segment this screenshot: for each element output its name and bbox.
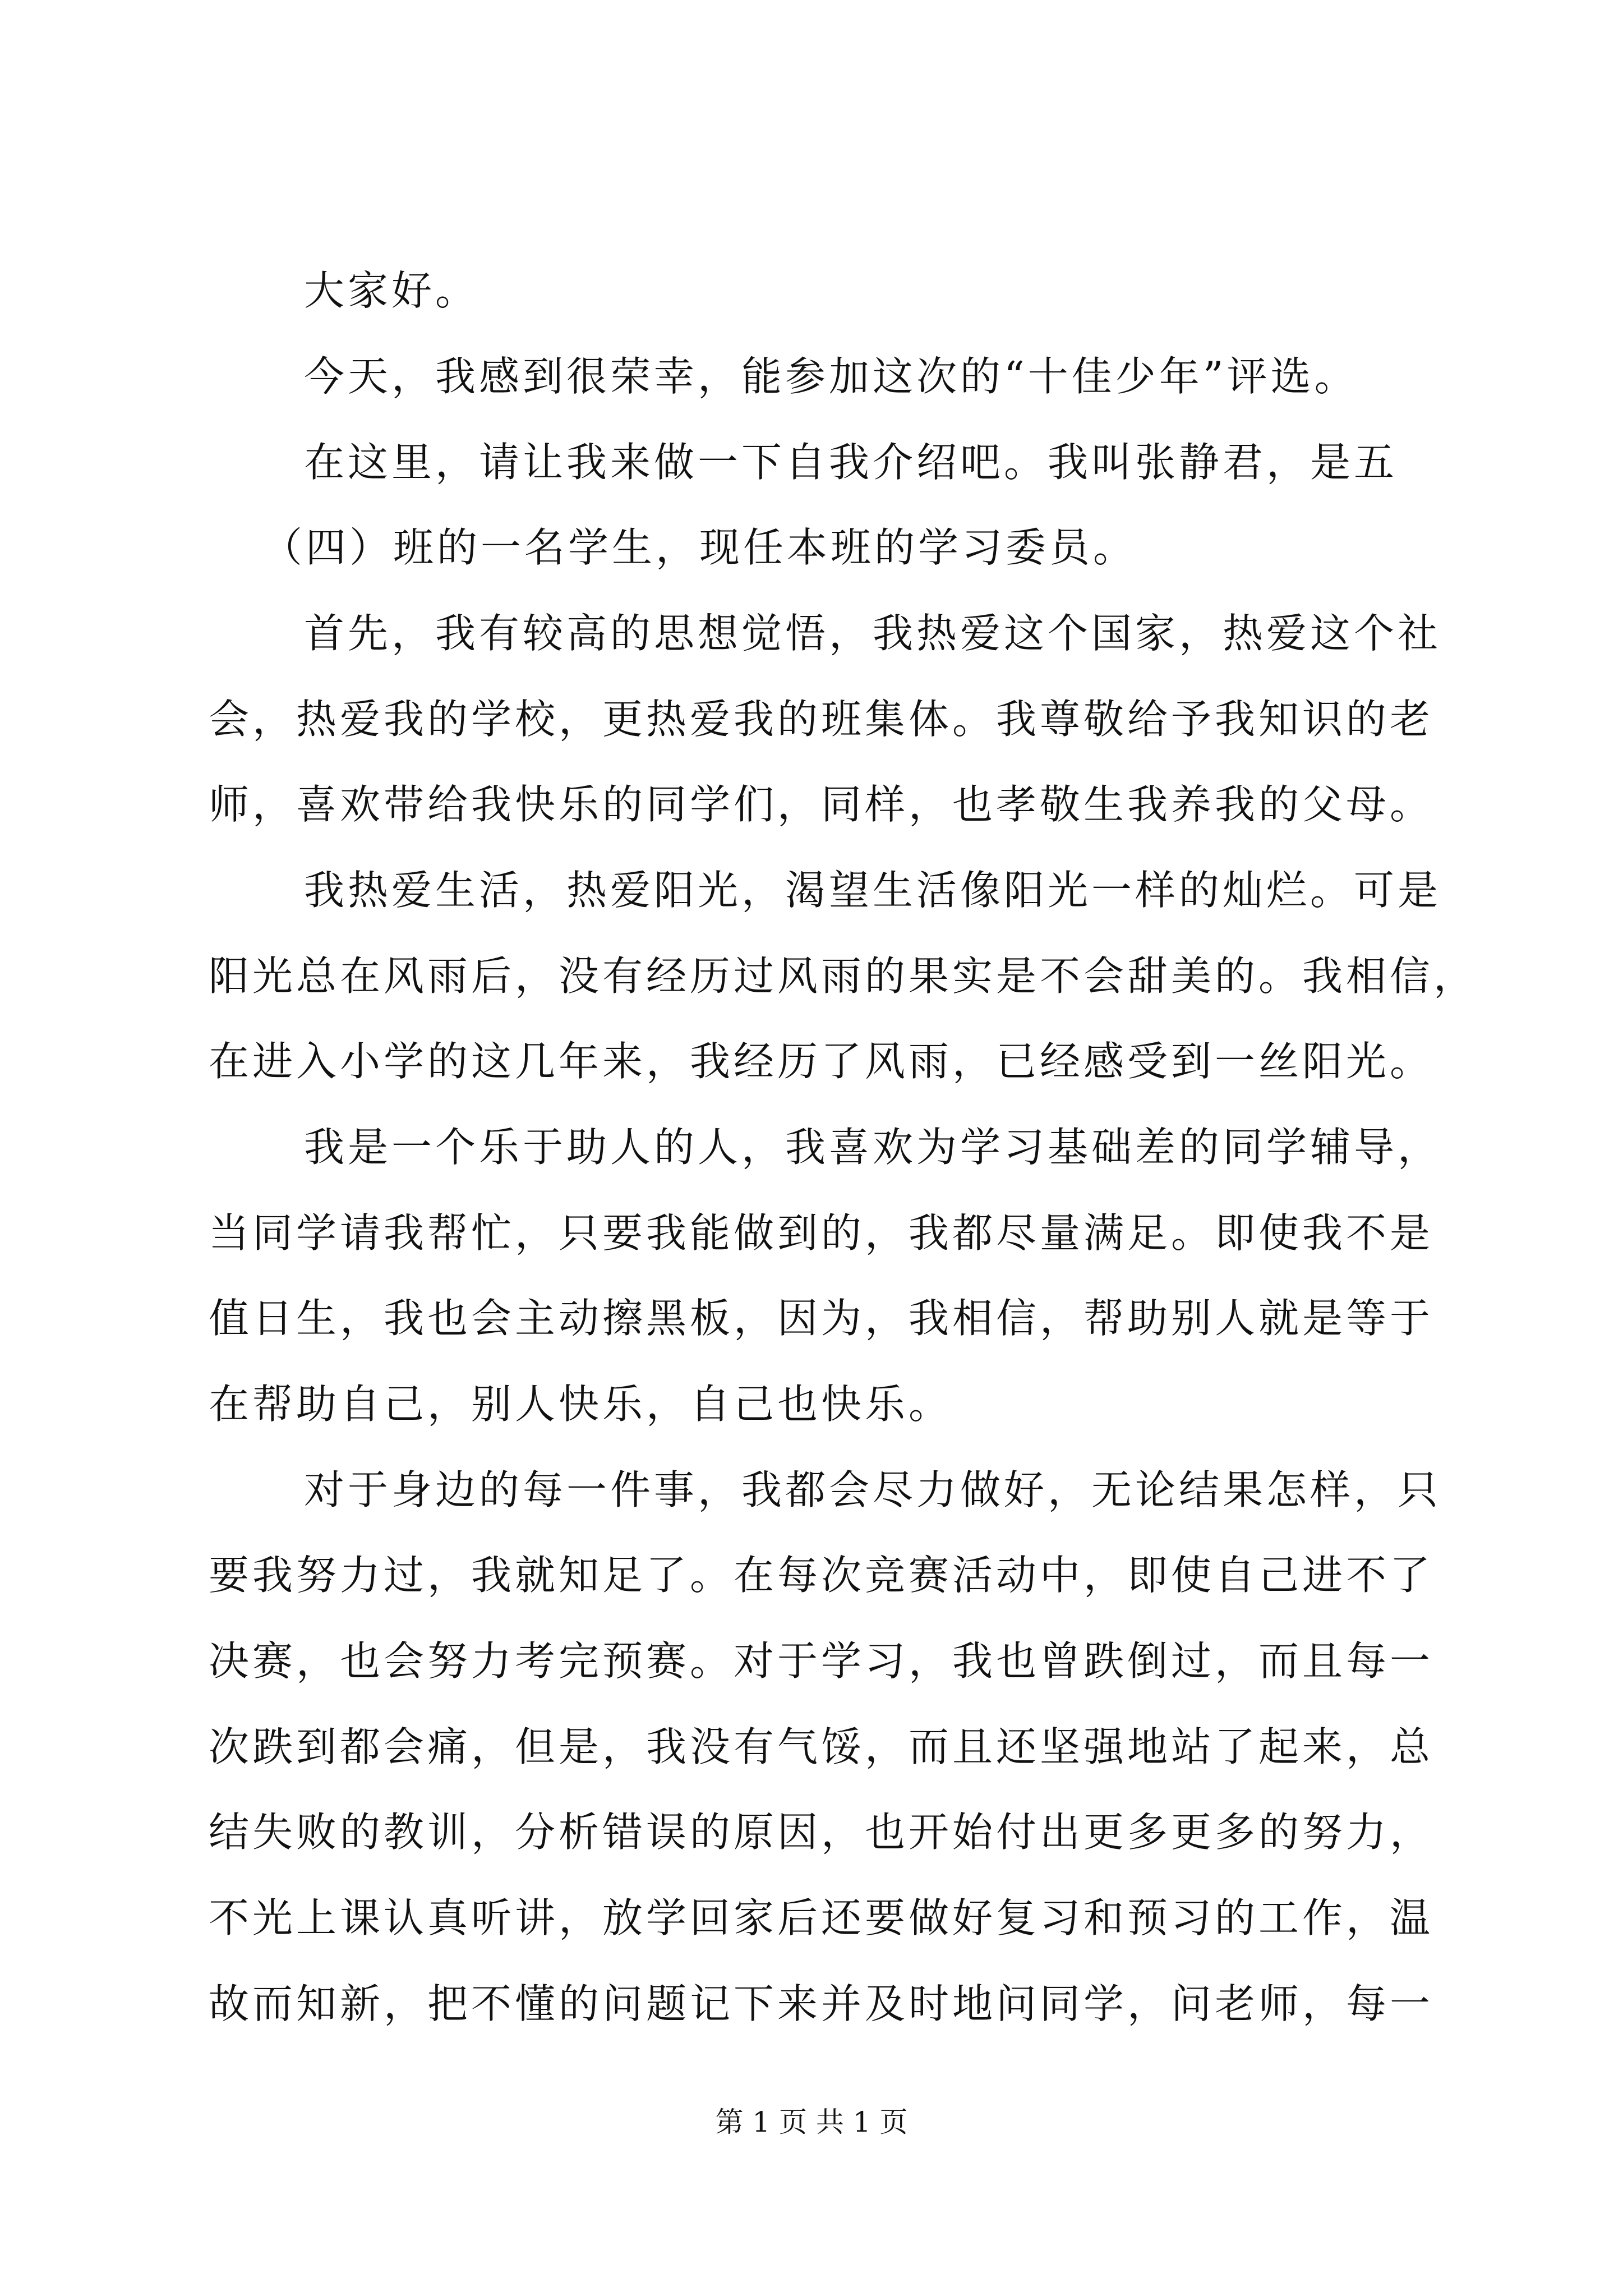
text-line: 值日生，我也会主动擦黑板，因为，我相信，帮助别人就是等于 <box>209 1295 1434 1342</box>
text-line: 当同学请我帮忙，只要我能做到的，我都尽量满足。即使我不是 <box>209 1209 1434 1257</box>
text-line: 我热爱生活，热爱阳光，渴望生活像阳光一样的灿烂。可是 <box>304 867 1442 914</box>
text-line: 不光上课认真听讲，放学回家后还要做好复习和预习的工作，温 <box>209 1894 1434 1941</box>
text-line: 对于身边的每一件事，我都会尽力做好，无论结果怎样，只 <box>304 1466 1442 1513</box>
text-line: 在进入小学的这几年来，我经历了风雨，已经感受到一丝阳光。 <box>209 1038 1434 1085</box>
text-line: 决赛，也会努力考完预赛。对于学习，我也曾跌倒过，而且每一 <box>209 1637 1434 1685</box>
text-line: （四）班的一名学生，现任本班的学习委员。 <box>262 524 1137 571</box>
text-line: 大家好。 <box>304 267 479 314</box>
text-line: 阳光总在风雨后，没有经历过风雨的果实是不会甜美的。我相信， <box>209 953 1478 1000</box>
text-line: 首先，我有较高的思想觉悟，我热爱这个国家，热爱这个社 <box>304 610 1442 657</box>
text-line: 在这里，请让我来做一下自我介绍吧。我叫张静君，是五 <box>304 439 1398 486</box>
text-line: 次跌到都会痛，但是，我没有气馁，而且还坚强地站了起来，总 <box>209 1723 1434 1770</box>
text-line: 故而知新，把不懂的问题记下来并及时地问同学，问老师，每一 <box>209 1980 1434 2027</box>
text-line: 师，喜欢带给我快乐的同学们，同样，也孝敬生我养我的父母。 <box>209 781 1434 828</box>
text-line: 在帮助自己，别人快乐，自己也快乐。 <box>209 1381 953 1428</box>
text-line: 结失败的教训，分析错误的原因，也开始付出更多更多的努力， <box>209 1809 1434 1856</box>
text-line: 我是一个乐于助人的人，我喜欢为学习基础差的同学辅导， <box>304 1124 1442 1171</box>
text-line: 会，热爱我的学校，更热爱我的班集体。我尊敬给予我知识的老 <box>209 696 1434 743</box>
text-line: 要我努力过，我就知足了。在每次竞赛活动中，即使自己进不了 <box>209 1552 1434 1599</box>
page-number-footer: 第 1 页 共 1 页 <box>715 2106 908 2138</box>
text-line: 今天，我感到很荣幸，能参加这次的“十佳少年”评选。 <box>304 353 1358 400</box>
